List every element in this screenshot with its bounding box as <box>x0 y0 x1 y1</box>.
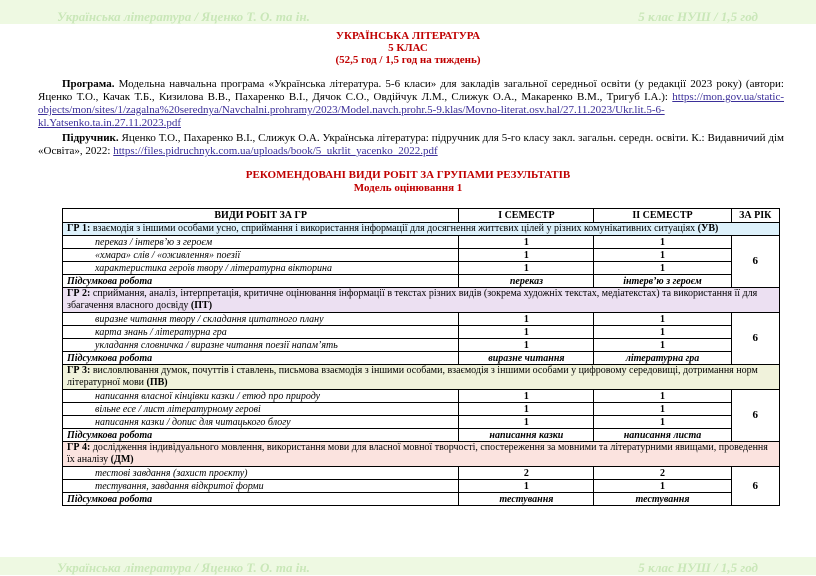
group-desc: висловлювання думок, почуттів і ставлень, письмова взаємодія з іншими особами, взаємодія з іншими особами у цифровому середовищі, дотримання норм літературної мови <box>67 365 758 388</box>
group-description <box>63 365 780 390</box>
semester-1-count: 1 <box>459 416 594 429</box>
summary-semester-1: переказ <box>459 275 594 288</box>
semester-2-count: 1 <box>594 403 731 416</box>
year-total: 6 <box>731 236 779 288</box>
summary-semester-2: літературна гра <box>594 352 731 365</box>
semester-1-count: 2 <box>459 467 594 480</box>
group-description <box>63 442 780 467</box>
group-code: ГР 4: <box>67 442 91 453</box>
summary-semester-1: написання казки <box>459 429 594 442</box>
document-title <box>0 30 816 66</box>
table-row <box>63 467 780 480</box>
footer-left: Українська література / Яценко Т. О. та ін. <box>57 560 310 575</box>
semester-2-count: 1 <box>594 313 731 326</box>
activity-name: тестові завдання (захист проєкту) <box>63 467 459 480</box>
semester-1-count: 1 <box>459 403 594 416</box>
group-code: ГР 3: <box>67 365 91 376</box>
summary-row <box>63 429 780 442</box>
activity-name: виразне читання твору / складання цитатного плану <box>63 313 459 326</box>
semester-1-count: 1 <box>459 249 594 262</box>
table-header-row <box>63 209 780 223</box>
activity-name: написання власної кінцівки казки / етюд про природу <box>63 390 459 403</box>
summary-row <box>63 493 780 506</box>
semester-2-count: 1 <box>594 262 731 275</box>
title-line-2: 5 КЛАС <box>388 42 428 54</box>
table-row <box>63 390 780 403</box>
summary-semester-1: тестування <box>459 493 594 506</box>
textbook-text: Яценко Т.О., Пахаренко В.І., Слижук О.А. Українська література: підручник для 5-го класу закл. загальн. середн. освіти. К.: Видавничий дім «Освіта», 2022: <box>38 132 784 157</box>
summary-label: Підсумкова робота <box>63 493 459 506</box>
assessment-table <box>62 208 780 506</box>
header-left: Українська література / Яценко Т. О. та ін. <box>57 9 310 24</box>
section-subtitle: Модель оцінювання 1 <box>353 182 463 194</box>
page-footer <box>0 557 816 575</box>
year-total: 6 <box>731 390 779 442</box>
section-heading <box>0 169 816 195</box>
table-row <box>63 480 780 493</box>
summary-semester-2: тестування <box>594 493 731 506</box>
group-row <box>63 442 780 467</box>
col-header-year: ЗА РІК <box>731 209 779 223</box>
textbook-label: Підручник. <box>62 132 119 144</box>
group-desc: дослідження індивідуального мовлення, використання мови для власної мовної творчості, спостереження за мовними та літературними явищами, проведення їх аналізу <box>67 442 768 465</box>
table-row <box>63 403 780 416</box>
semester-1-count: 1 <box>459 326 594 339</box>
footer-right: 5 клас НУШ / 1,5 год <box>638 560 758 575</box>
page-header <box>0 0 816 24</box>
group-row <box>63 365 780 390</box>
title-line-1: УКРАЇНСЬКА ЛІТЕРАТУРА <box>335 30 481 42</box>
table-row <box>63 313 780 326</box>
semester-1-count: 1 <box>459 480 594 493</box>
table-row <box>63 339 780 352</box>
table-row <box>63 236 780 249</box>
title-line-3: (52,5 год / 1,5 год на тиждень) <box>335 54 481 66</box>
program-text: Модельна навчальна програма «Українська література. 5-6 класи» для закладів загальної середньої освіти (у редакції 2023 року) (автори: Яценко Т.О., Качак Т.Б., Кизилова В.В., Пахаренко В.І., Дячок С.О., Овдійчук Л.М., Слижук О.А., Макаренко В.М., Тригуб І.А.): <box>38 78 784 103</box>
summary-label: Підсумкова робота <box>63 429 459 442</box>
summary-label: Підсумкова робота <box>63 352 459 365</box>
group-row <box>63 223 780 236</box>
group-abbr: (ПВ) <box>146 377 168 388</box>
group-description <box>63 223 780 236</box>
group-desc: сприймання, аналіз, інтерпретація, критичне оцінювання інформації в текстах різних видів (зокрема художніх текстах, медіатекстах) та використання її для збагачення власного досвіду <box>67 288 758 311</box>
semester-1-count: 1 <box>459 390 594 403</box>
col-header-semester-1: І СЕМЕСТР <box>459 209 594 223</box>
program-label: Програма. <box>62 78 115 90</box>
activity-name: переказ / інтерв’ю з героєм <box>63 236 459 249</box>
table-row <box>63 326 780 339</box>
summary-semester-1: виразне читання <box>459 352 594 365</box>
group-abbr: (УВ) <box>697 223 719 234</box>
semester-1-count: 1 <box>459 262 594 275</box>
group-row <box>63 288 780 313</box>
semester-2-count: 1 <box>594 326 731 339</box>
group-desc: взаємодія з іншими особами усно, сприймання і використання інформації для досягнення життєвих цілей у різних комунікативних ситуаціях <box>90 223 698 234</box>
col-header-activities: ВИДИ РОБІТ ЗА ГР <box>63 209 459 223</box>
summary-label: Підсумкова робота <box>63 275 459 288</box>
group-abbr: (ДМ) <box>110 454 134 465</box>
semester-2-count: 2 <box>594 467 731 480</box>
group-abbr: (ПТ) <box>190 300 213 311</box>
semester-2-count: 1 <box>594 390 731 403</box>
semester-2-count: 1 <box>594 480 731 493</box>
group-code: ГР 1: <box>67 223 91 234</box>
semester-2-count: 1 <box>594 249 731 262</box>
summary-semester-2: написання листа <box>594 429 731 442</box>
program-link[interactable]: https://mon.gov.ua/static-objects/mon/sites/1/zagalna%20serednya/Navchalni.prohramy/2023/Model.navch.prohr.5-9.klas/Movno-literat.osv.hal/27.11.2023/Ukr.lit.5-6-kl.Yatsenko.ta.in.27.11.2023.pdf <box>38 91 785 129</box>
activity-name: укладання словничка / виразне читання поезії напам’ять <box>63 339 459 352</box>
group-description <box>63 288 780 313</box>
section-title: РЕКОМЕНДОВАНІ ВИДИ РОБІТ ЗА ГРУПАМИ РЕЗУЛЬТАТІВ <box>245 169 571 181</box>
table-row <box>63 262 780 275</box>
semester-2-count: 1 <box>594 416 731 429</box>
table-row <box>63 249 780 262</box>
table-row <box>63 416 780 429</box>
summary-row <box>63 352 780 365</box>
col-header-semester-2: ІІ СЕМЕСТР <box>594 209 731 223</box>
group-code: ГР 2: <box>67 288 91 299</box>
textbook-link[interactable]: https://files.pidruchnyk.com.ua/uploads/book/5_ukrlit_yacenko_2022.pdf <box>113 145 438 157</box>
activity-name: написання казки / допис для читацького блогу <box>63 416 459 429</box>
year-total: 6 <box>731 313 779 365</box>
summary-semester-2: інтерв’ю з героєм <box>594 275 731 288</box>
semester-2-count: 1 <box>594 339 731 352</box>
year-total: 6 <box>731 467 779 506</box>
activity-name: характеристика героїв твору / літературна вікторина <box>63 262 459 275</box>
textbook-paragraph <box>38 132 784 158</box>
semester-1-count: 1 <box>459 313 594 326</box>
semester-1-count: 1 <box>459 236 594 249</box>
semester-2-count: 1 <box>594 236 731 249</box>
semester-1-count: 1 <box>459 339 594 352</box>
activity-name: «хмара» слів / «оживлення» поезії <box>63 249 459 262</box>
activity-name: карта знань / літературна гра <box>63 326 459 339</box>
activity-name: вільне есе / лист літературному герові <box>63 403 459 416</box>
program-paragraph <box>38 78 784 130</box>
summary-row <box>63 275 780 288</box>
header-right: 5 клас НУШ / 1,5 год <box>638 9 758 24</box>
activity-name: тестування, завдання відкритої форми <box>63 480 459 493</box>
